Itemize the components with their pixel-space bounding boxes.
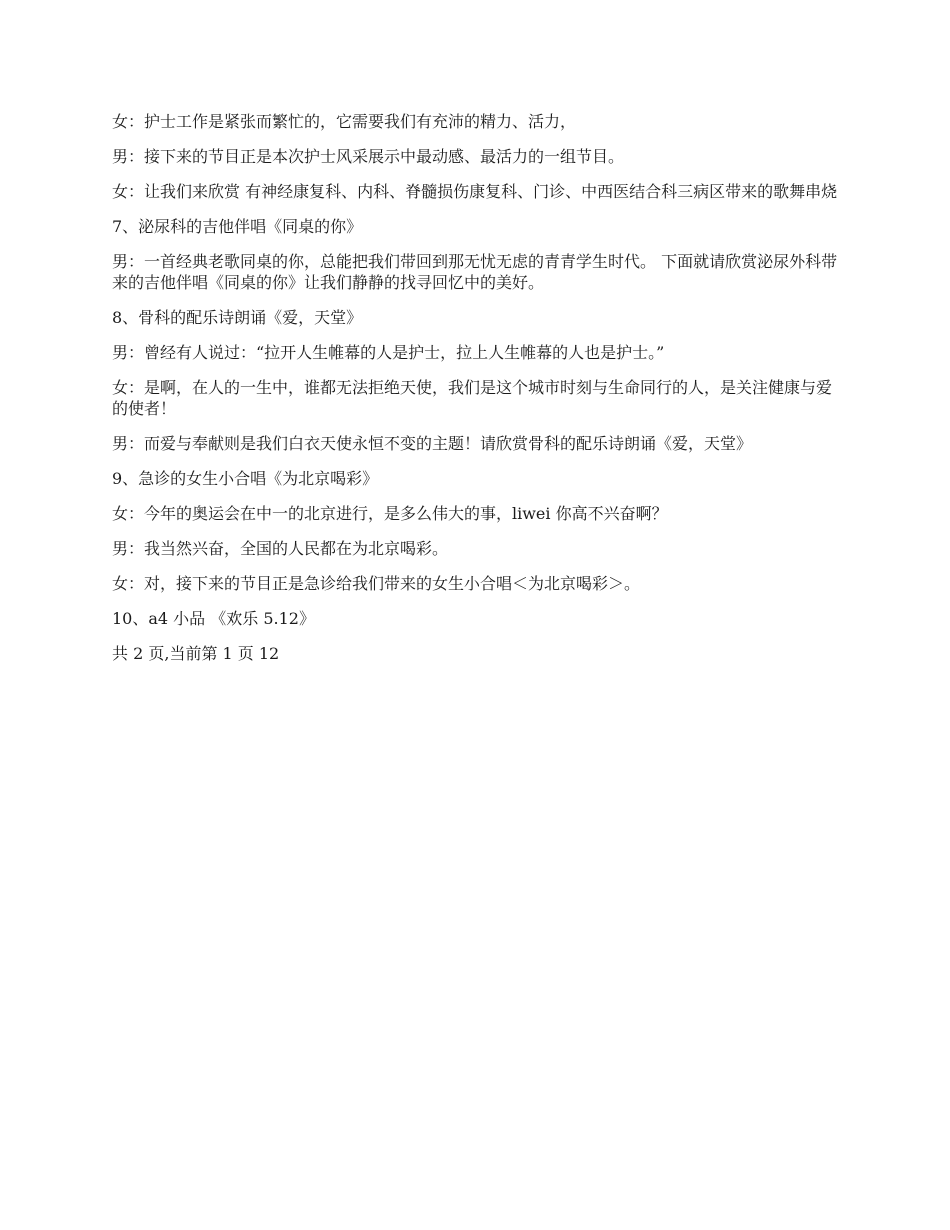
dialogue-line: 女：对，接下来的节目正是急诊给我们带来的女生小合唱＜为北京喝彩＞。 (112, 574, 641, 593)
dialogue-line: 女：护士工作是紧张而繁忙的，它需要我们有充沛的精力、活力， (112, 112, 577, 131)
dialogue-line: 男：接下来的节目正是本次护士风采展示中最动感、最活力的一组节目。 (112, 147, 625, 166)
program-item-heading: 9、急诊的女生小合唱《为北京喝彩》 (112, 469, 379, 488)
program-item-heading: 10、a4 小品 《欢乐 5.12》 (112, 609, 315, 628)
program-item-heading: 8、骨科的配乐诗朗诵《爱，天堂》 (112, 308, 363, 327)
dialogue-line: 男：我当然兴奋，全国的人民都在为北京喝彩。 (112, 539, 449, 558)
dialogue-line: 男：曾经有人说过：“拉开人生帷幕的人是护士，拉上人生帷幕的人也是护士。” (112, 343, 665, 362)
dialogue-line: 女：今年的奥运会在中一的北京进行，是多么伟大的事，liwei 你高不兴奋啊？ (112, 504, 668, 523)
dialogue-line: 女：让我们来欣赏 有神经康复科、内科、脊髓损伤康复科、门诊、中西医结合科三病区带来的歌舞串烧 (112, 182, 838, 201)
program-item-heading: 7、泌尿科的吉他伴唱《同桌的你》 (112, 217, 363, 236)
document-page (112, 111, 842, 678)
dialogue-line: 女：是啊，在人的一生中，谁都无法拒绝天使，我们是这个城市时刻与生命同行的人，是关注健康与爱的使者！ (112, 378, 833, 418)
dialogue-line: 男：而爱与奉献则是我们白衣天使永恒不变的主题！请欣赏骨科的配乐诗朗诵《爱，天堂》 (112, 434, 753, 453)
dialogue-line: 男：一首经典老歌同桌的你，总能把我们带回到那无忧无虑的青青学生时代。 下面就请欣赏泌尿外科带来的吉他伴唱《同桌的你》让我们静静的找寻回忆中的美好。 (112, 252, 838, 292)
page-indicator: 共 2 页,当前第 1 页 12 (112, 644, 280, 663)
